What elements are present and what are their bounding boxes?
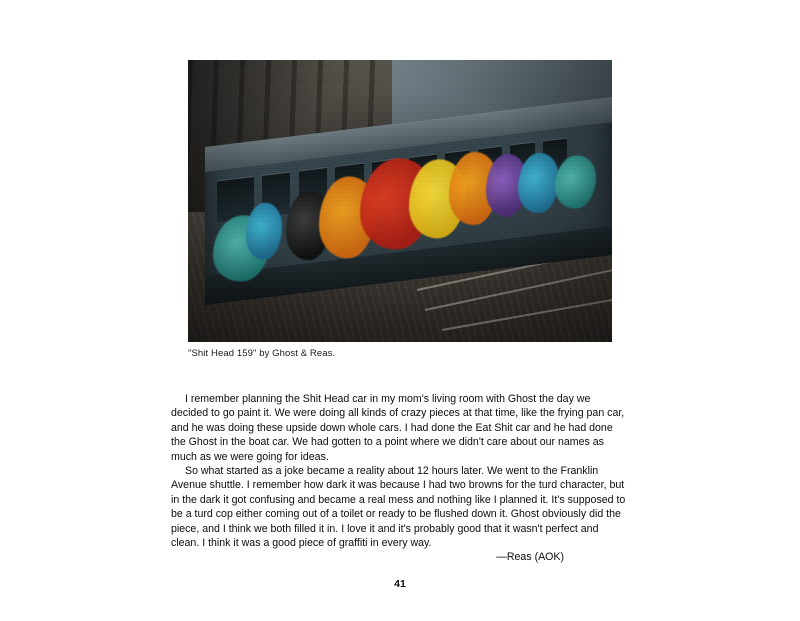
subway-car-photo xyxy=(188,60,612,342)
figure-photograph xyxy=(188,60,612,342)
attribution-signature: —Reas (AOK) xyxy=(496,551,564,564)
page-number: 41 xyxy=(394,578,406,590)
figure-caption: "Shit Head 159" by Ghost & Reas. xyxy=(188,348,336,359)
body-text xyxy=(171,392,626,565)
body-paragraph: I remember planning the Shit Head car in my mom's living room with Ghost the day we decided to go paint it. We were doing all kinds of crazy pieces at that time, like the frying pan car, and he was doing these upside down whole cars. I had done the Eat Shit car and he had done the Ghost in the boat car. We had gotten to a point where we didn't care about our names as much as we were going for ideas. xyxy=(171,393,625,463)
body-paragraph: So what started as a joke became a reality about 12 hours later. We went to the Franklin Avenue shuttle. I remember how dark it was because I had two browns for the turd character, but in the dark it got confusing and became a real mess and nothing like I planned it. It's supposed to be a turd cop either coming out of a toilet or ready to be flushed down it. Ghost obviously did the piece, and I think we both filled it in. I love it and it's probably good that it wasn't perfect and clean. I think it was a good piece of graffiti in every way. xyxy=(171,465,626,550)
